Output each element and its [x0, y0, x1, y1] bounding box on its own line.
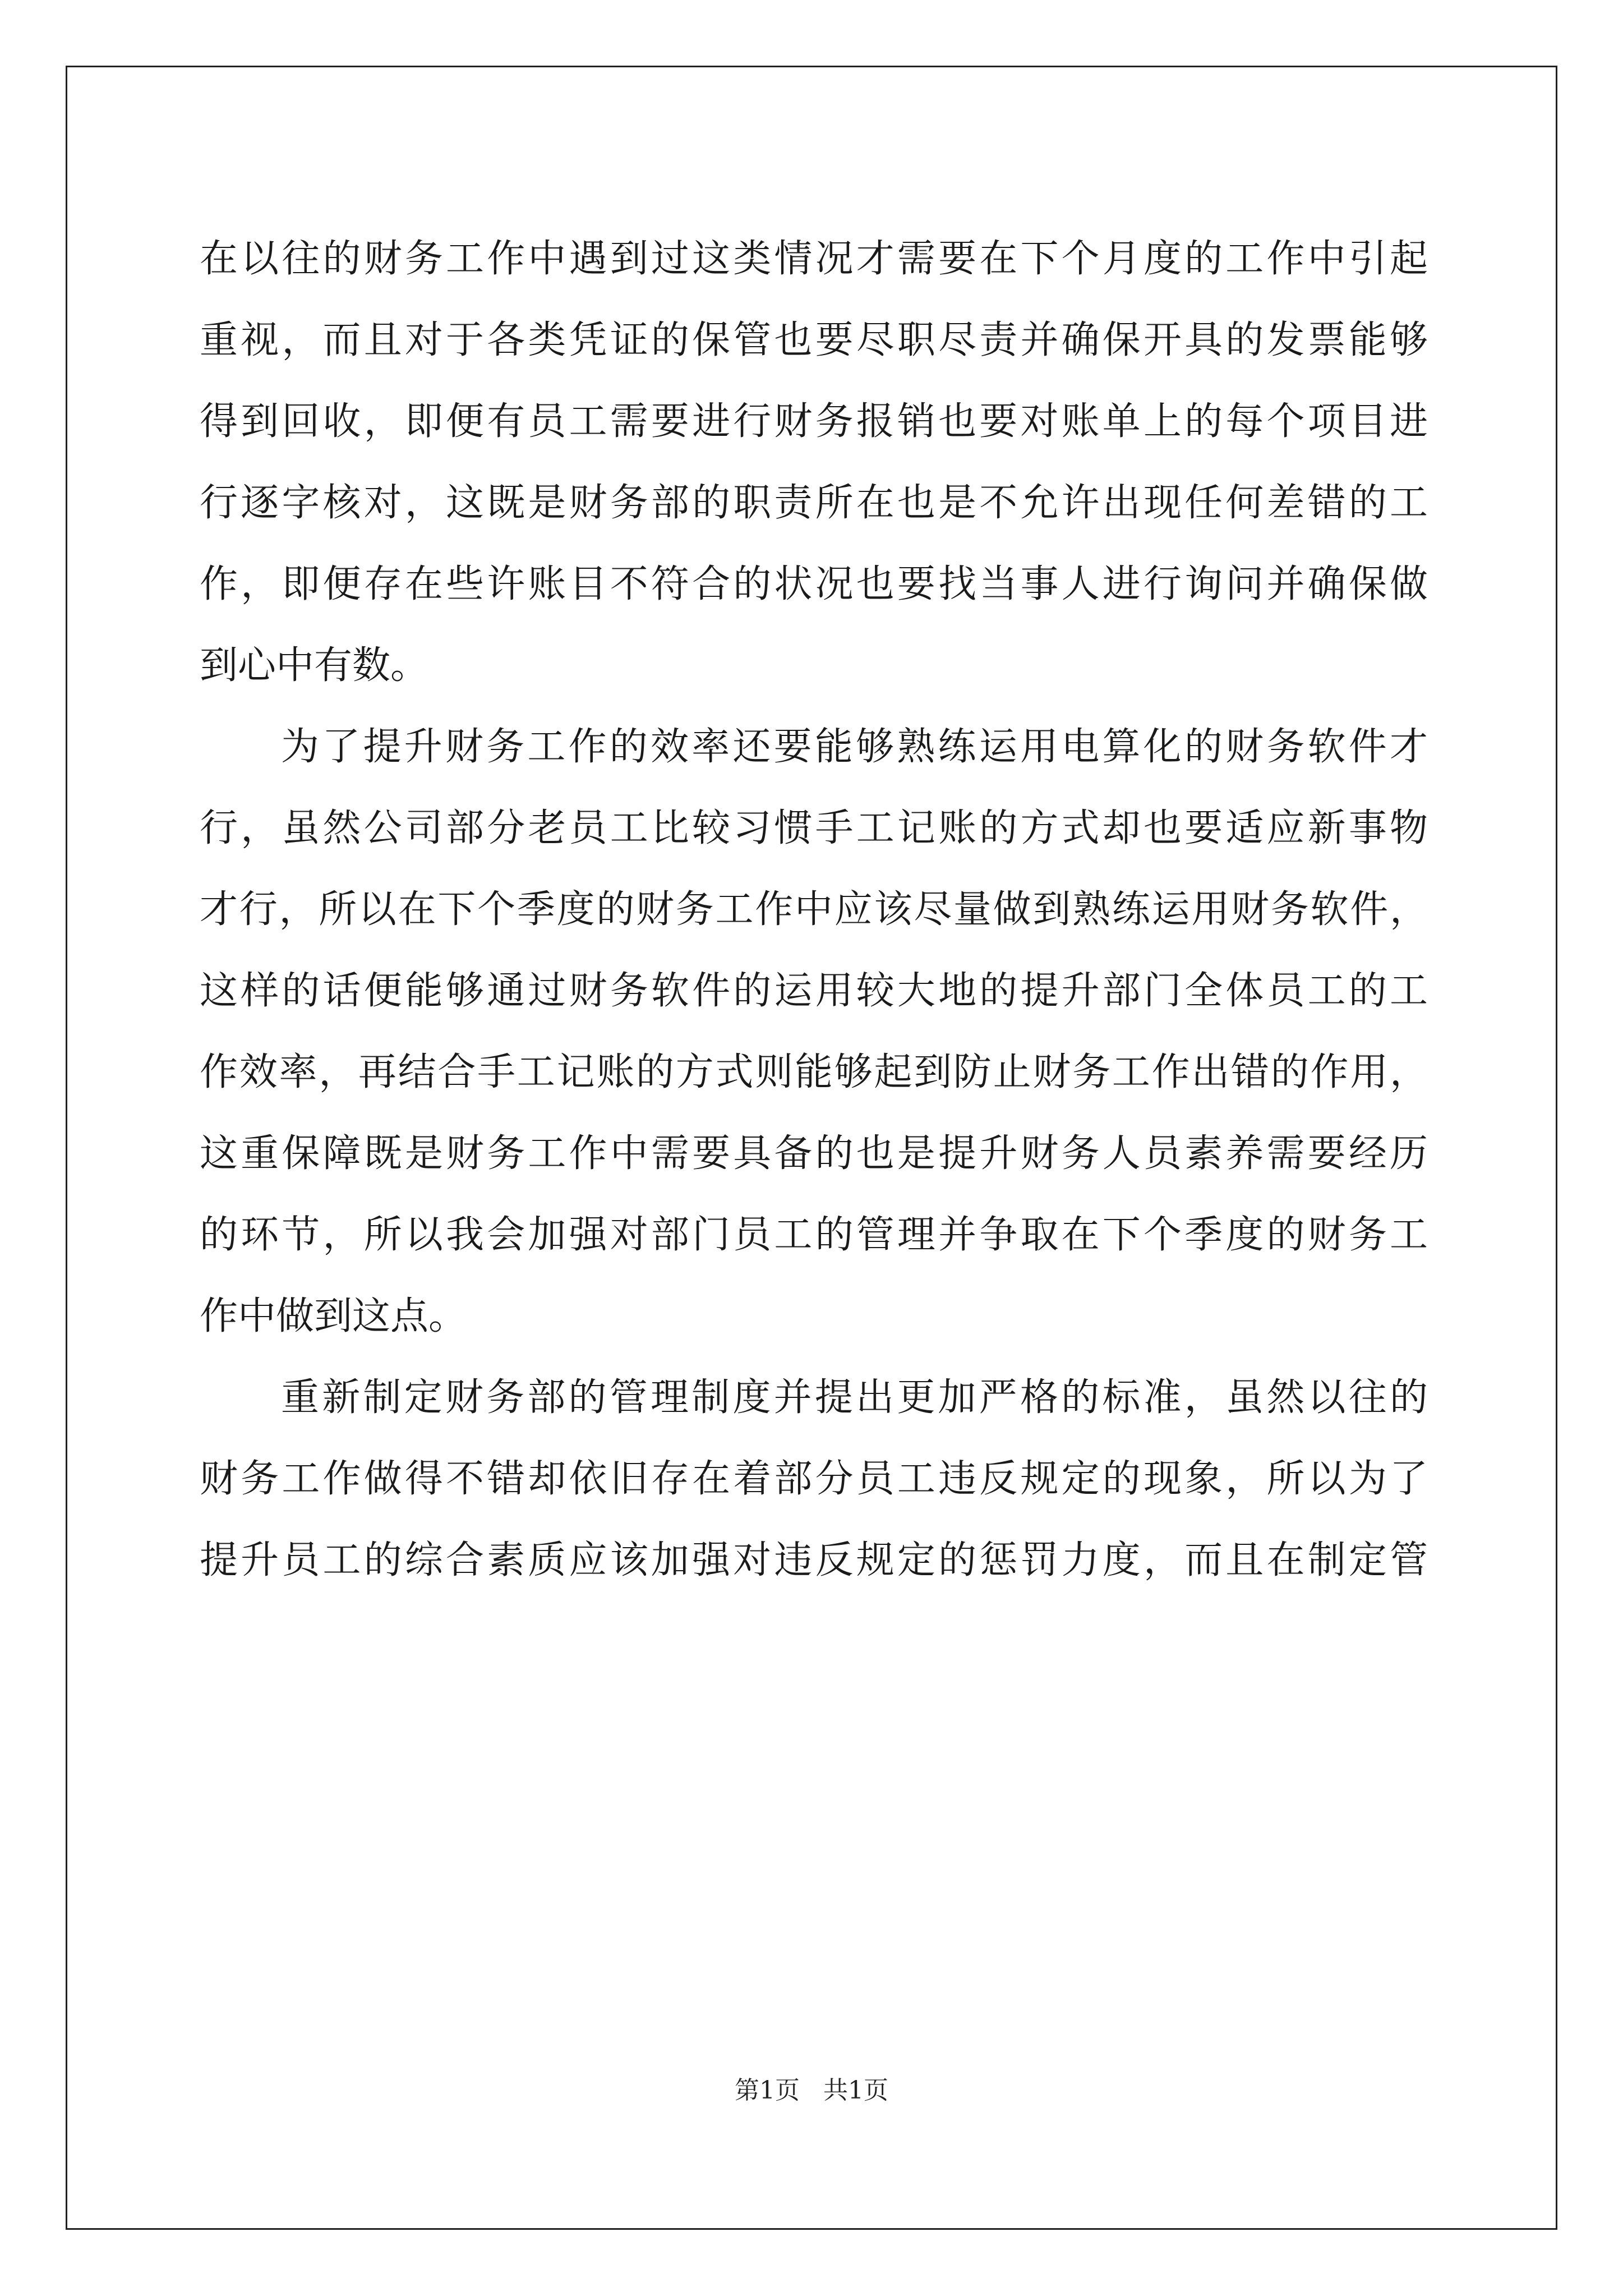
- text-line: 作中做到这点。: [200, 1294, 467, 1338]
- page-number-footer: 第1页 共1页: [735, 2076, 888, 2105]
- text-line: 行，虽然公司部分老员工比较习惯手工记账的方式却也要适应新事物: [200, 806, 1428, 850]
- text-line: 行逐字核对，这既是财务部的职责所在也是不允许出现任何差错的工: [200, 481, 1428, 525]
- text-line: 重视，而且对于各类凭证的保管也要尽职尽责并确保开具的发票能够: [200, 318, 1428, 362]
- paragraph-first-line: 为了提升财务工作的效率还要能够熟练运用电算化的财务软件才: [281, 725, 1428, 769]
- text-line: 才行，所以在下个季度的财务工作中应该尽量做到熟练运用财务软件，: [200, 887, 1428, 932]
- text-line: 作效率，再结合手工记账的方式则能够起到防止财务工作出错的作用，: [200, 1050, 1428, 1094]
- text-line: 财务工作做得不错却依旧存在着部分员工违反规定的现象，所以为了: [200, 1457, 1428, 1501]
- text-line: 的环节，所以我会加强对部门员工的管理并争取在下个季度的财务工: [200, 1213, 1428, 1257]
- text-line: 这重保障既是财务工作中需要具备的也是提升财务人员素养需要经历: [200, 1131, 1428, 1176]
- paragraph-first-line: 重新制定财务部的管理制度并提出更加严格的标准，虽然以往的: [281, 1375, 1428, 1420]
- text-line: 这样的话便能够通过财务软件的运用较大地的提升部门全体员工的工: [200, 969, 1428, 1013]
- text-line: 得到回收，即便有员工需要进行财务报销也要对账单上的每个项目进: [200, 399, 1428, 444]
- text-line: 在以往的财务工作中遇到过这类情况才需要在下个月度的工作中引起: [200, 237, 1428, 281]
- text-line: 作，即便存在些许账目不符合的状况也要找当事人进行询问并确保做: [200, 562, 1428, 606]
- text-line: 到心中有数。: [200, 643, 429, 688]
- document-body: [200, 215, 1428, 1598]
- text-line: 提升员工的综合素质应该加强对违反规定的惩罚力度，而且在制定管: [200, 1538, 1428, 1582]
